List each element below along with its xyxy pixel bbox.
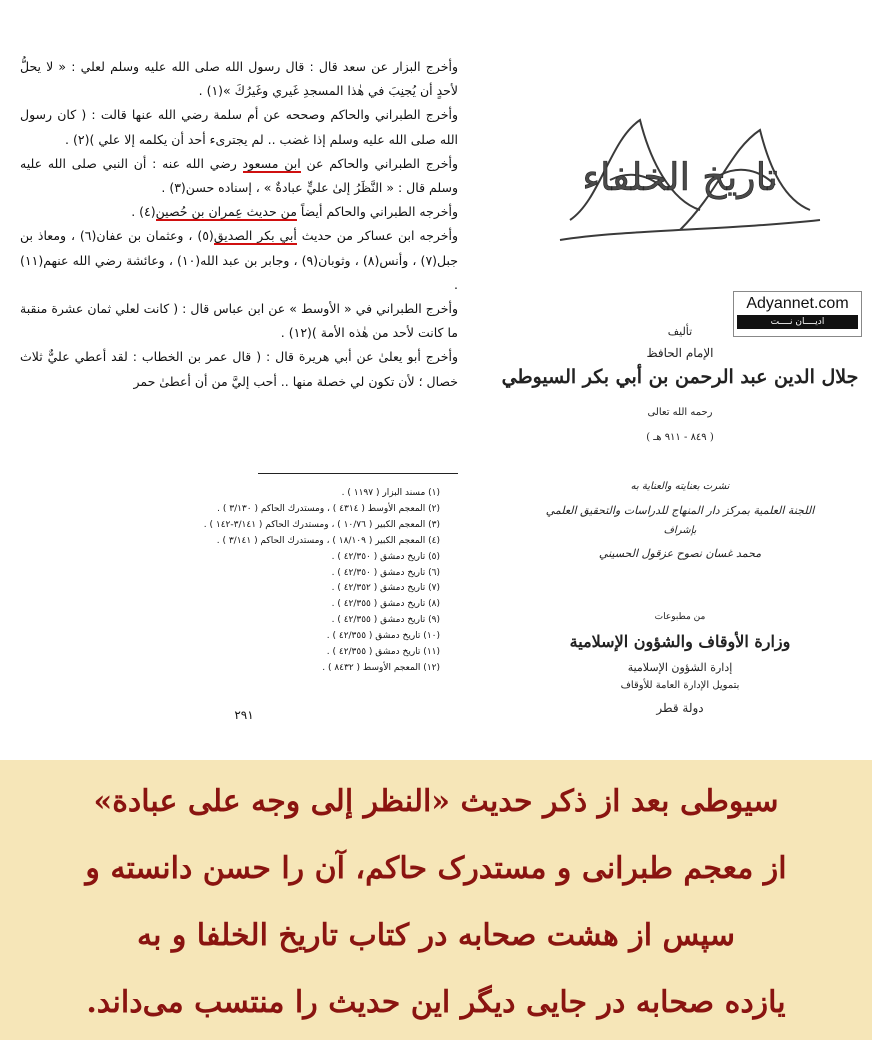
author-name: جلال الدين عبد الرحمن بن أبي بكر السيوطي xyxy=(501,366,859,388)
caption-line: سپس از هشت صحابه در کتاب تاریخ الخلفا و به xyxy=(137,918,735,953)
footnote: (٢) المعجم الأوسط ( ٤٣١٤ ) ، ومستدرك الحاكم ( ٣/١٣٠ ) . xyxy=(217,503,440,514)
paragraph xyxy=(20,224,458,297)
footnote: (٨) تاريخ دمشق ( ٤٢/٣٥٥ ) . xyxy=(331,599,440,610)
underlined-text: من حديث عِمران بن حُصين xyxy=(155,204,297,220)
taalif-label: تأليف xyxy=(667,325,693,338)
footnote: (٤) المعجم الكبير ( ١٨/١٠٩ ) ، ومستدرك الحاكم ( ٣/١٤١ ) . xyxy=(216,535,440,546)
paragraph xyxy=(20,55,458,103)
footnotes xyxy=(180,486,440,677)
watermark-fa: ادیــــان نــــت xyxy=(737,315,858,329)
page-number: ٢٩١ xyxy=(234,708,254,722)
edition-line: نشرت بعنايته والعناية به xyxy=(630,481,730,492)
caption-line: یازده صحابه در جایی دیگر این حدیث را منتسب می‌داند. xyxy=(86,985,786,1020)
footnote: (١٢) المعجم الأوسط ( ٨٤٣٢ ) . xyxy=(322,662,440,673)
underlined-text: أبي بكر الصديق xyxy=(213,228,297,244)
caption xyxy=(20,768,852,1036)
paragraph-text: وأخرج الطبراني والحاكم وصححه عن أم سلمة رضي الله عنها قالت : ( كان رسول الله صلى الله عليه وسلم إذا غضب .. لم يجترىء أحد أن يكلمه إلا علي )(٢) . xyxy=(20,107,458,147)
paragraph xyxy=(20,345,458,393)
paragraph-text: وأخرج الطبراني والحاكم عن xyxy=(300,155,458,171)
paragraph xyxy=(20,103,458,151)
footnote: (٩) تاريخ دمشق ( ٤٢/٣٥٥ ) . xyxy=(331,615,440,626)
imam-label: الإمام الحافظ xyxy=(646,346,714,360)
title-page xyxy=(495,60,865,715)
footnote: (١١) تاريخ دمشق ( ٤٢/٣٥٥ ) . xyxy=(326,647,440,658)
publisher-line: من مطبوعات xyxy=(654,612,706,622)
publisher-country: دولة قطر xyxy=(656,701,704,715)
footnote: (١٠) تاريخ دمشق ( ٤٢/٣٥٥ ) . xyxy=(326,631,440,642)
footnote: (١) مسند البزار ( ١١٩٧ ) . xyxy=(341,488,440,498)
watermark-site: Adyannet.com xyxy=(746,295,849,312)
underlined-text: ابن مسعود xyxy=(242,155,301,171)
paragraph-text: رضي الله عنه : أن النبي صلى الله عليه وسلم قال : « النَّظَرُ إلىٰ عليٍّ عبادةٌ » ، إسناده حسن(٣) . xyxy=(20,155,458,196)
caption-line: سیوطی بعد از ذکر حدیث «النظر إلی وجه علی عبادة» xyxy=(93,784,779,819)
paragraph-text: وأخرج الطبراني في « الأوسط » عن ابن عباس قال : ( كانت لعلي ثمان عشرة منقبة ما كانت لأحد من هٰذه الأمة )(١٢) . xyxy=(20,301,458,341)
edition-line: اللجنة العلمية بمركز دار المنهاج للدراسات والتحقيق العلمي xyxy=(545,504,815,517)
publisher-name: وزارة الأوقاف والشؤون الإسلامية xyxy=(569,632,791,651)
footnote: (٦) تاريخ دمشق ( ٤٢/٣٥٠ ) . xyxy=(331,567,440,578)
footnote: (٧) تاريخ دمشق ( ٤٢/٣٥٢ ) . xyxy=(331,583,440,594)
publisher-line: إدارة الشؤون الإسلامية xyxy=(627,661,733,674)
paragraph-text: (٥) ، وعثمان بن عفان(٦) ، ومعاذ بن جبل(٧) ، وأنس(٨) ، وثوبان(٩) ، وجابر بن عبد الله(١٠) ، وعائشة رضي الله عنهم(١١) . xyxy=(20,228,458,292)
paragraph-text: وأخرج البزار عن سعد قال : قال رسول الله صلى الله عليه وسلم لعلي : « لا يحلُّ لأحدٍ أن يُجنِبَ في هٰذا المسجدِ غَيري وغَيرُكَ »(١) . xyxy=(20,59,458,99)
author-years: ( ٨٤٩ - ٩١١ هـ ) xyxy=(646,432,714,443)
book-page-text xyxy=(20,55,458,394)
editor-name: محمد غسان نصوح عزقول الحسيني xyxy=(598,547,762,560)
footnote: (٥) تاريخ دمشق ( ٤٢/٣٥٠ ) . xyxy=(331,551,440,562)
paragraph xyxy=(20,152,458,200)
paragraph xyxy=(20,297,458,345)
title-calligraphy xyxy=(530,80,830,260)
paragraph xyxy=(20,200,458,224)
edition-line: بإشراف xyxy=(663,525,697,536)
publisher-line: بتمويل الإدارة العامة للأوقاف xyxy=(620,680,740,691)
footnote-divider xyxy=(258,473,458,474)
paragraph-text: وأخرجه الطبراني والحاكم أيضاً xyxy=(296,204,458,220)
caption-line: از معجم طبرانی و مستدرک حاکم، آن را حسن دانسته و xyxy=(85,851,787,886)
paragraph-text: وأخرج أبو يعلىٰ عن أبي هريرة قال : ( قال عمر بن الخطاب : لقد أعطي عليٌّ ثلاث خصال ؛ لأن تكون لي خصلة منها .. أحب إليَّ من أن أعطىٰ حمر xyxy=(20,349,458,389)
paragraph-text: (٤) . xyxy=(131,204,156,220)
rahimahu-label: رحمه الله تعالى xyxy=(647,407,713,418)
paragraph-text: وأخرجه ابن عساكر من حديث xyxy=(296,228,458,244)
footnote: (٣) المعجم الكبير ( ١٠/٧٦ ) ، ومستدرك الحاكم ( ٣/١٤١-١٤٢ ) . xyxy=(203,519,440,530)
svg-text:تاريخ الخلفاء: تاريخ الخلفاء xyxy=(582,155,778,199)
